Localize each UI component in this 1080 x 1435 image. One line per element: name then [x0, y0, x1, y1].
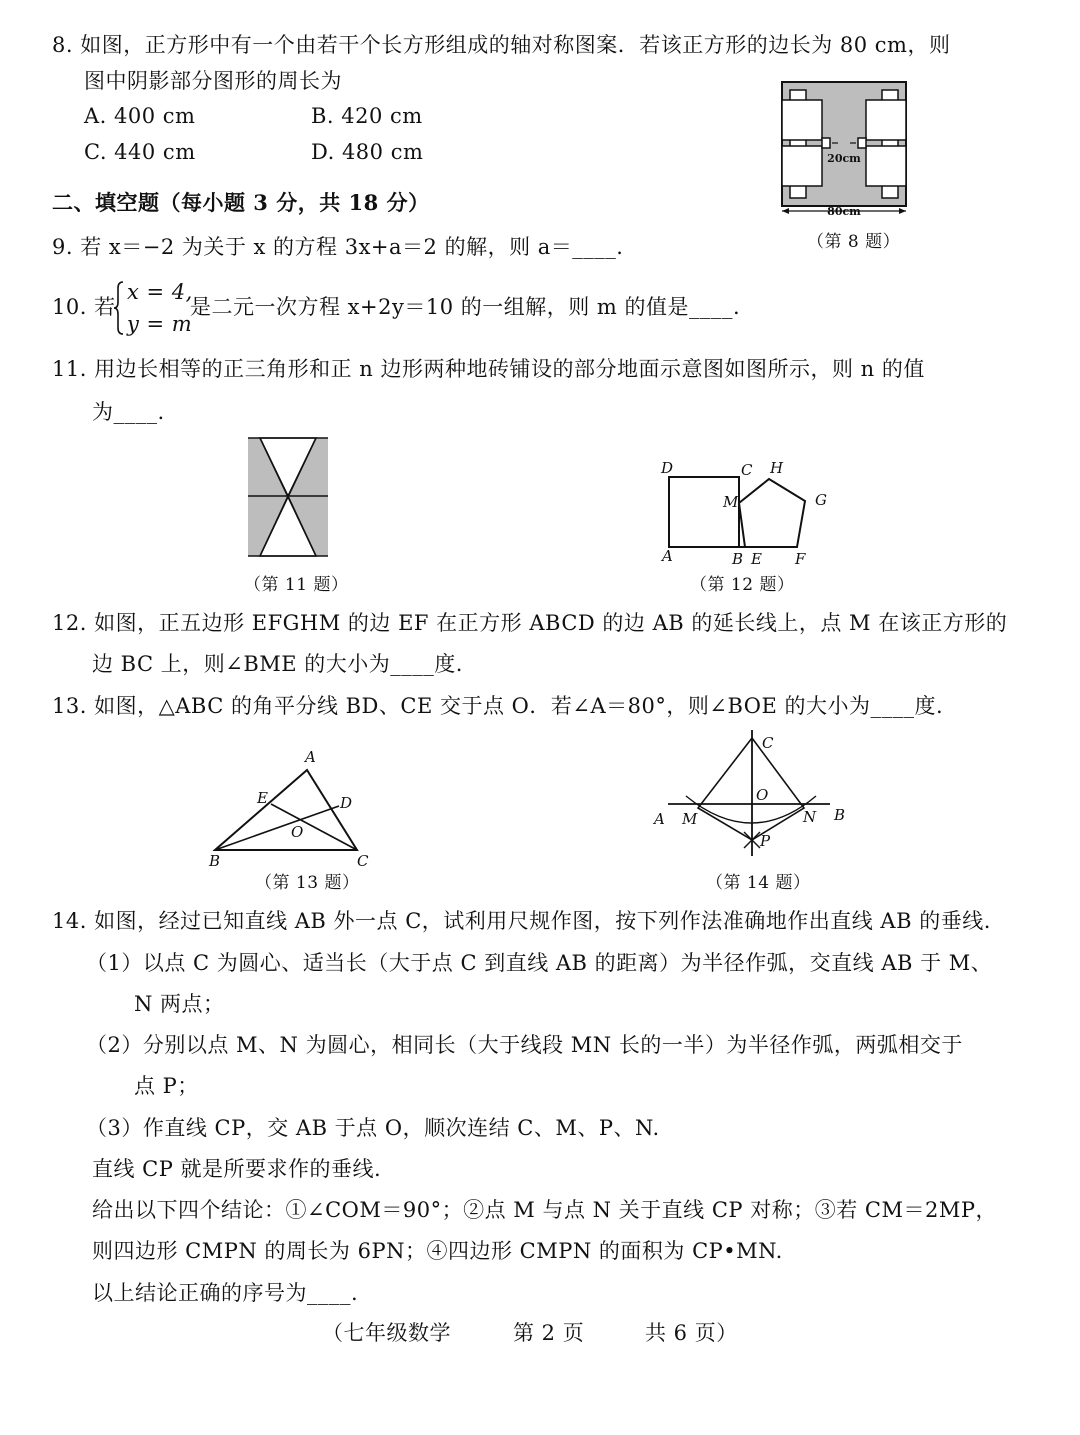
q13-caption: （第 13 题） [255, 873, 360, 893]
fig14-label-n: N [803, 808, 817, 826]
figure-14 [648, 722, 858, 864]
q12-line2: 边 BC 上，则∠BME 的大小为____度. [92, 652, 463, 676]
q8-option-a: A. 400 cm [84, 104, 196, 128]
fig13-label-d: D [340, 794, 353, 812]
fig14-label-p: P [760, 832, 771, 850]
fig12-label-b: B [732, 550, 744, 568]
q8-option-d: D. 480 cm [311, 140, 424, 164]
fig14-label-c: C [762, 734, 774, 752]
q9-text: 9. 若 x＝−2 为关于 x 的方程 3x+a＝2 的解，则 a＝____. [52, 235, 624, 259]
figure-13 [205, 748, 380, 872]
fig13-label-e: E [257, 789, 268, 807]
footer-page: 第 2 页 [513, 1321, 585, 1345]
q10-brace [113, 280, 125, 336]
q14-answer: 以上结论正确的序号为____. [92, 1281, 359, 1305]
fig12-label-h: H [770, 459, 784, 477]
figure-8 [780, 80, 910, 220]
q11-line2: 为____. [92, 400, 165, 424]
figure-11 [244, 436, 334, 560]
q14-given1: 给出以下四个结论：①∠COM＝90°；②点 M 与点 N 关于直线 CP 对称；③若 CM＝2MP， [92, 1198, 997, 1222]
fig12-label-a: A [662, 547, 673, 565]
section-heading: 二、填空题（每小题 3 分，共 18 分） [52, 190, 430, 215]
q8-line2: 图中阴影部分图形的周长为 [84, 69, 342, 93]
q11-caption: （第 11 题） [244, 575, 349, 595]
q12-line1: 12. 如图，正五边形 EFGHM 的边 EF 在正方形 ABCD 的边 AB 的延长线上，点 M 在该正方形的 [52, 611, 1008, 635]
q14-step1b: N 两点； [134, 992, 225, 1016]
fig14-label-m: M [682, 810, 698, 828]
fig8-side-label: 80cm [827, 205, 861, 218]
fig14-label-o: O [756, 786, 769, 804]
fig12-label-f: F [795, 550, 806, 568]
fig12-label-c: C [741, 461, 753, 479]
q14-step1a: （1）以点 C 为圆心、适当长（大于点 C 到直线 AB 的距离）为半径作弧，交直线 AB 于 M、 [86, 951, 993, 975]
q13-text: 13. 如图，△ABC 的角平分线 BD、CE 交于点 O．若∠A＝80°，则∠BOE 的大小为____度. [52, 694, 944, 718]
fig13-label-o: O [291, 823, 304, 841]
fig14-caption: （第 14 题） [706, 873, 811, 893]
fig12-label-g: G [815, 491, 827, 509]
q8-option-b: B. 420 cm [311, 104, 423, 128]
q14-conclusion: 直线 CP 就是所要求作的垂线. [92, 1157, 382, 1181]
q8-option-c: C. 440 cm [84, 140, 196, 164]
q14-given2: 则四边形 CMPN 的周长为 6PN；④四边形 CMPN 的面积为 CP•MN. [92, 1239, 783, 1263]
q10-system-top: x = 4, [127, 280, 193, 304]
figure-12 [655, 455, 840, 575]
q14-line1: 14. 如图，经过已知直线 AB 外一点 C，试利用尺规作图，按下列作法准确地作出直线 AB 的垂线. [52, 909, 991, 933]
q14-step2a: （2）分别以点 M、N 为圆心，相同长（大于线段 MN 长的一半）为半径作弧，两弧相交于 [86, 1033, 963, 1057]
fig14-label-a: A [654, 810, 665, 828]
q10-suffix: 是二元一次方程 x+2y＝10 的一组解，则 m 的值是____. [190, 295, 741, 319]
q8-caption: （第 8 题） [807, 232, 901, 252]
fig12-caption: （第 12 题） [690, 575, 795, 595]
fig14-label-b: B [834, 806, 846, 824]
q8-line1: 8. 如图，正方形中有一个由若干个长方形组成的轴对称图案．若该正方形的边长为 80 cm，则 [52, 33, 951, 57]
q10-prefix: 10. 若 [52, 295, 116, 319]
footer-subject: （七年级数学 [322, 1321, 451, 1345]
fig12-label-m: M [723, 493, 739, 511]
q10-system-bottom: y = m [127, 312, 193, 336]
q14-step3: （3）作直线 CP，交 AB 于点 O，顺次连结 C、M、P、N. [86, 1116, 660, 1140]
footer-total: 共 6 页） [645, 1321, 738, 1345]
q11-line1: 11. 用边长相等的正三角形和正 n 边形两种地砖铺设的部分地面示意图如图所示，则 n 的值 [52, 357, 925, 381]
fig13-label-a: A [305, 748, 316, 766]
fig13-label-c: C [357, 852, 369, 870]
fig12-label-d: D [661, 459, 674, 477]
fig13-label-b: B [209, 852, 221, 870]
q14-step2b: 点 P； [134, 1074, 199, 1098]
fig12-label-e: E [751, 550, 762, 568]
fig8-inner-label: 20cm [827, 152, 861, 165]
